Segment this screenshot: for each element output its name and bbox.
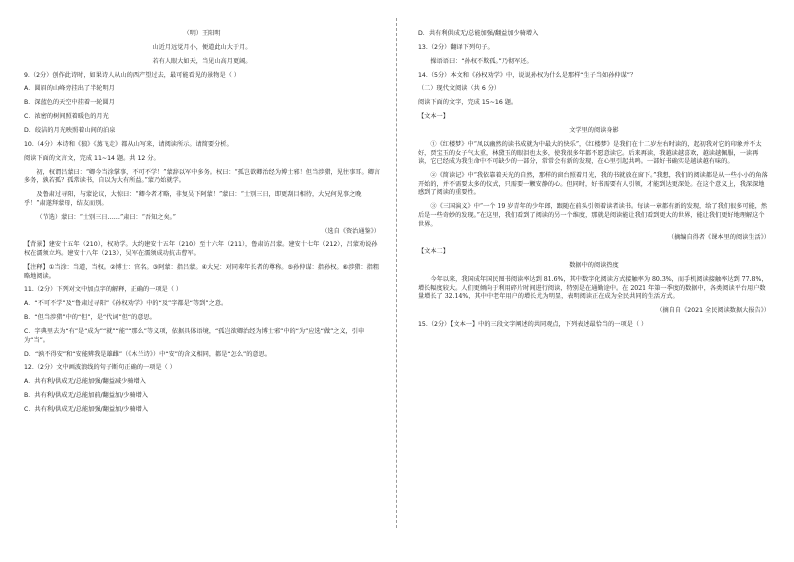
option-c[interactable]: C．字典里去为“有”是“成为”“就”“能”“那么”等义项，依据具体语境，“孤岂欲卿治经为博士邪”中的“为”应选“做”之义，引申为“当”。 xyxy=(24,328,365,344)
question-9: 9.（2分）创作此诗时，如果诗人从山的西产望过去，最可能看见的景物是（ ） xyxy=(24,71,240,79)
option-a[interactable]: A．圆眉的山峰旁挂出了半轮明月 xyxy=(24,85,115,93)
text-paragraph: ③《三国演义》中“一个 19 岁青年的少年郎，跟随在前头引领着读者读书。每读一章都有新的发现，给了我们很多可能，然后是一些奇妙的发现。”在这里，我们看到了阅读的另一个维度，那就是阅读能让我们看到更大的世界，能让我们更好地理解这个世界。 xyxy=(418,203,768,228)
background-note: 【背景】建安十五年（210），权劝学。大约建安十五年（210）至十六年（211），鲁肃访吕蒙。建安十七年（212），吕蒙劝说孙权在濡须立坞。建安十八年（213），吴军在濡须成功抗击曹军。 xyxy=(24,241,378,258)
option-d[interactable]: D．共有利供成无/总能加强/翻益加少骑增入 xyxy=(418,30,539,37)
option-a[interactable]: A．共有利/供成无/总能加强/翻益减少骑增入 xyxy=(24,378,146,386)
question-14: 14.（5分）本文和《孙权劝学》中，说说孙权为什么是那样“生子当如孙仲谋”？ xyxy=(418,71,637,79)
classical-paragraph: 初，权谓吕蒙曰：“卿今当涂掌事，不可不学！”蒙辞以军中多务。权曰：“孤岂欲卿治经为博士邪！但当涉猎，见往事耳。卿言多务，孰若孤？孤常读书，自以为大有所益。”蒙乃始就学。 xyxy=(24,168,381,185)
reading-intro: 阅读下面的文言文，完成 11~14 题。共 12 分。 xyxy=(24,154,160,162)
source-citation: （选自《资治通鉴》） xyxy=(321,227,380,235)
left-column xyxy=(24,30,380,420)
right-column xyxy=(418,30,770,335)
column-divider xyxy=(396,18,397,528)
text-title: 数据中的阅读热度 xyxy=(569,262,619,270)
option-d[interactable]: D．皎洁的月光映照着山间的泊泉 xyxy=(24,127,116,135)
question-13: 13.（2分）翻译下列句子。 xyxy=(418,43,494,51)
reading-intro: 阅读下面的文字，完成 15~16 题。 xyxy=(418,99,518,107)
question-12: 12.（2分）文中画波浪线的句子断句正确的一项是（ ） xyxy=(24,364,176,372)
classical-paragraph: 及鲁肃过寻阳，与蒙论议，大惊曰：“卿今者才略，非复吴下阿蒙！”蒙曰：“士别三日，即更刮目相待，大兄何见事之晚乎！”肃遂拜蒙母，结友而别。 xyxy=(24,191,362,207)
question-11: 11.（2分）下列对文中加点字的解释，正确的一项是（ ） xyxy=(24,286,183,294)
text-paragraph: ②《简读记》中“我依靠着天光的自然，那样的窗台照着月光，我的书就放在窗下。”我想，我们的阅读都是从一些小小的角落开始的，并不需要太多的仪式，只需要一颗安静的心。但同时，好书需要有人引领，才能到达更深处。在这个意义上，我深深地感到了阅读的重要性。 xyxy=(418,172,768,197)
option-a[interactable]: A．“不可不学”及“鲁肃过寻阳”《孙权劝学》中的“及”字都是“等到”之意。 xyxy=(24,300,228,308)
option-b[interactable]: B．共有利/供成无/总能加前/翻益加/少骑增入 xyxy=(24,392,148,400)
gloss-note: 【注释】①当涂：当道，当权。②博士：官名。③阿蒙：指吕蒙。④大兄：对同辈年长者的尊称。⑤孙仲谋：指孙权。⑥涉猎：指粗略地阅读。 xyxy=(24,263,380,280)
option-d[interactable]: D．“孰不得安”和“安能辨我是雄雌”（《木兰诗》）中“安”的含义相同，都是“怎么”的意思。 xyxy=(24,350,271,358)
text-paragraph: ①《红楼梦》中“凤以幽然的读书成就为中最大的快乐”，《红楼梦》是我们在十二岁左右时读的，起初我对它的印象并不太好，贾宝玉的女子气太重，林黛玉的眼泪也太多，使我很多年都不愿意读它。后来再读，我越读越喜欢，越读越佩服，一读再读，它已经成为我生命中不可缺少的一部分，常常会有新的发现，在心里引起共鸣。一部好书确实是越读越有味的。 xyxy=(418,140,762,166)
text-paragraph: 今年以来，我国成年国民图书阅读率达到 81.6%，其中数字化阅读方式接触率为 80.3%，而手机阅读接触率达到 77.8%，增长幅度较大。人们更倾向于利用碎片时间进行阅读，特别是在通勤途中。在 2021 年第一季度的数据中，各类阅读平台用户数量增长了 32.14%，其中中老年用户的增长尤为明显，表明阅读正在成为全民共同的生活方式。 xyxy=(418,276,768,301)
option-b[interactable]: B．深蓝色的天空中挂着一轮圆月 xyxy=(24,99,115,107)
option-c[interactable]: C．共有利/供成无/总能加强/翻益加/少骑增入 xyxy=(24,405,149,413)
source-citation: （摘自自《2021 全民阅读数据大报告》） xyxy=(656,307,770,315)
translation-item: 操语语曰：“孙权不欺孤。”乃彻军还。 xyxy=(430,57,533,65)
poem-line: 若有人眼大如天，当见山高月更阔。 xyxy=(152,57,252,65)
text-title: 文学里的阅读身影 xyxy=(569,127,619,135)
poem-author: （明）王阳明 xyxy=(183,30,221,37)
question-15: 15.（2分）【文本一】中的三段文字阐述的共同观点，下列表述最恰当的一项是（ ） xyxy=(418,321,648,329)
section-title: （二）现代文阅读（共 6 分） xyxy=(418,85,501,93)
text-label: 【文本一】 xyxy=(418,113,449,121)
poem-line: 山近月远觉月小，便道此山大于月。 xyxy=(152,43,252,51)
classical-paragraph: （节选）蒙曰：“士别三日……”肃曰：“吾知之矣。” xyxy=(36,213,176,221)
question-10: 10.（4分）本诗和《狼》《蒸飞走》都从山写来，请阅读所示。请简要分析。 xyxy=(24,140,233,148)
source-citation: （摘编自得者《课本里的阅读生活》） xyxy=(667,234,770,242)
option-b[interactable]: B．“但当涉猎”中的“但”，是“代词”但“的意思。 xyxy=(24,314,156,322)
text-label: 【文本二】 xyxy=(418,248,449,256)
option-c[interactable]: C．浓密的树间照着暖色的月光 xyxy=(24,113,109,121)
